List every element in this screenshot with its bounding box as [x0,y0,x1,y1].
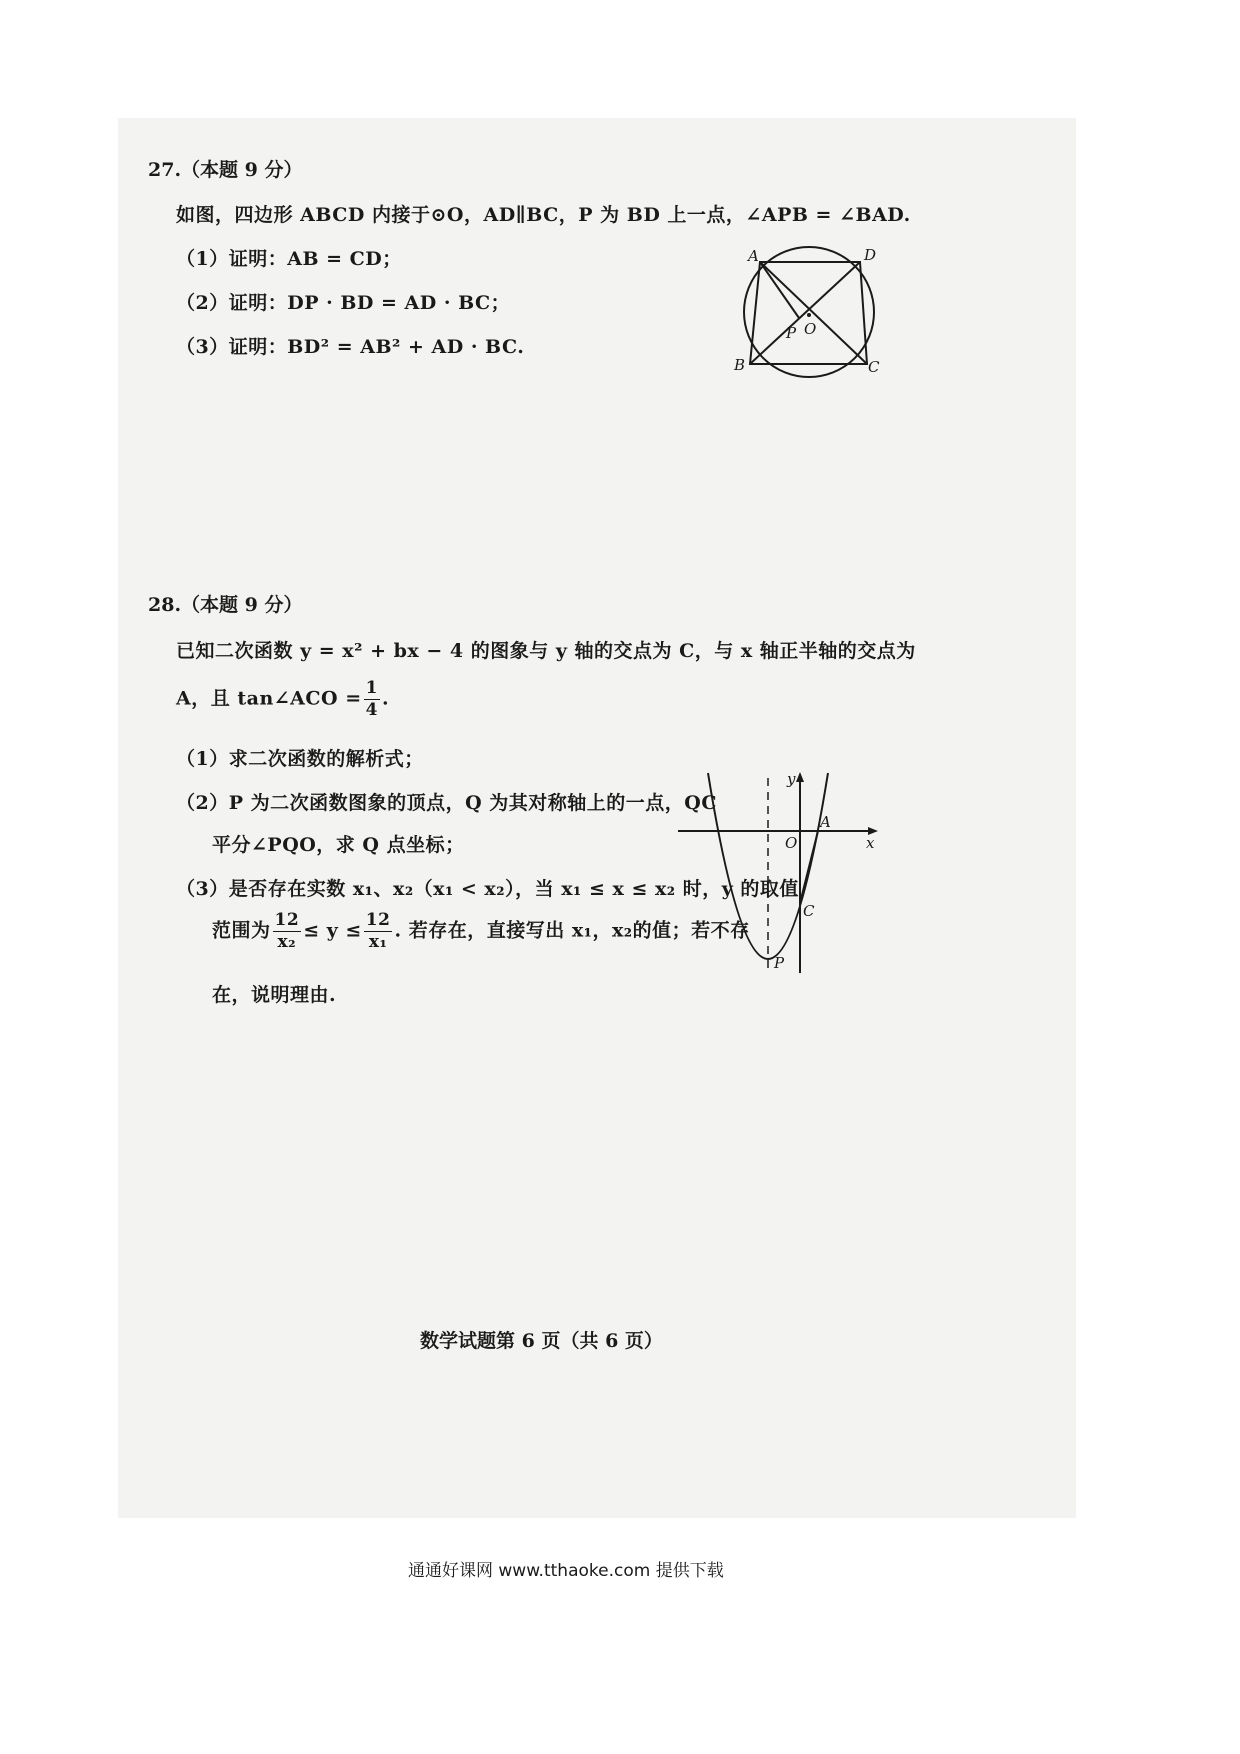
diagonal-ac [760,262,867,364]
label-x-axis: x [866,834,875,852]
label-c: C [868,358,880,376]
q27-part3: （3）证明：BD² = AB² + AD · BC. [176,336,525,358]
segment-ap [760,262,799,318]
scanned-page [118,118,1076,1518]
q28-part2-line2: 平分∠PQO，求 Q 点坐标； [212,834,465,856]
q27-part2: （2）证明：DP · BD = AD · BC； [176,292,511,314]
diagonal-bd [750,262,860,364]
q28-stem-line2-prefix: A，且 tan∠ACO = [176,687,362,710]
label-p: P [774,954,785,972]
q28-part1: （1）求二次函数的解析式； [176,748,424,770]
fraction1-denominator: x₂ [277,932,297,952]
label-c: C [803,902,815,920]
label-b: B [734,356,746,374]
q28-stem-line1: 已知二次函数 y = x² + bx − 4 的图象与 y 轴的交点为 C，与 x 轴正半轴的交点为 [176,640,916,662]
q28-part3-mid: ≤ y ≤ [303,919,362,942]
center-dot [807,313,811,317]
source-credit: 通通好课网 www.tthaoke.com 提供下载 [408,1561,724,1581]
tan-denominator: 4 [365,700,378,720]
q28-heading: 28.（本题 9 分） [148,594,303,616]
label-d: D [864,246,877,264]
q28-part3-line2 [212,912,750,951]
q28-part3-line1: （3）是否存在实数 x₁、x₂（x₁ < x₂），当 x₁ ≤ x ≤ x₂ 时，y 的取值 [176,878,799,900]
q28-parabola-figure [670,768,890,978]
q27-part1: （1）证明：AB = CD； [176,248,402,270]
fraction1-numerator: 12 [274,910,300,930]
q28-part2-line1: （2）P 为二次函数图象的顶点，Q 为其对称轴上的一点，QC [176,792,717,814]
tan-fraction [364,680,380,719]
label-y-axis: y [787,770,796,788]
fraction-12-over-x1 [364,912,393,951]
q27-stem: 如图，四边形 ABCD 内接于⊙O，AD∥BC，P 为 BD 上一点，∠APB = ∠BAD. [176,204,911,226]
label-o: O [804,320,817,338]
q27-circle-figure [720,236,900,386]
q28-part3-line2-suffix: . 若存在，直接写出 x₁，x₂的值；若不存 [394,919,750,942]
segment-ca [800,831,818,903]
label-a: A [820,813,831,831]
fraction-12-over-x2 [273,912,302,951]
fraction2-numerator: 12 [365,910,391,930]
q28-part3-line2-prefix: 范围为 [212,919,271,942]
q28-stem-line2 [176,680,389,719]
label-a: A [748,247,759,265]
y-axis-arrow-icon [796,772,804,782]
label-origin: O [785,834,798,852]
page-footer: 数学试题第 6 页（共 6 页） [420,1330,663,1352]
label-p: P [786,324,797,342]
q28-part3-line3: 在，说明理由. [212,984,337,1006]
tan-numerator: 1 [365,678,378,698]
fraction2-denominator: x₁ [368,932,388,952]
q28-stem-line2-suffix: . [381,687,390,710]
q27-heading: 27.（本题 9 分） [148,159,303,181]
